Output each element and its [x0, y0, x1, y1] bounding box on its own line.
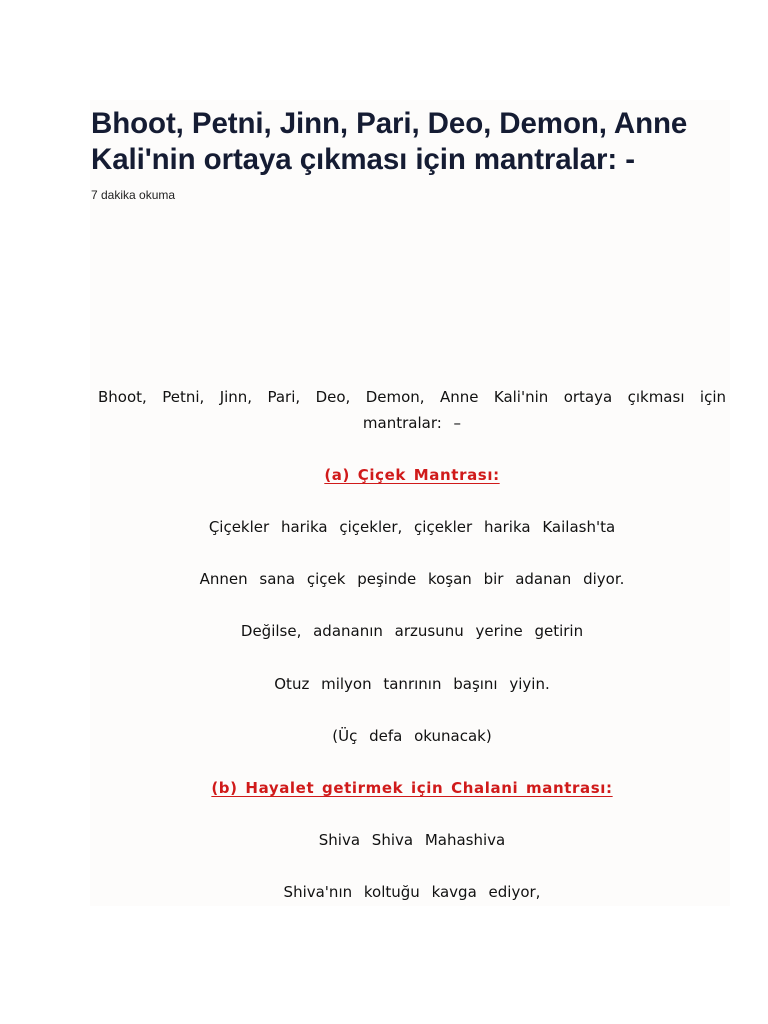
section-a-line: (Üç defa okunacak)	[332, 727, 492, 745]
section-a-line: Çiçekler harika çiçekler, çiçekler harika Kailash'ta	[208, 518, 616, 536]
section-b-line: Shiva Shiva Mahashiva	[318, 831, 506, 849]
section-a-line: Annen sana çiçek peşinde koşan bir adanan diyor.	[199, 570, 625, 588]
article-title: Bhoot, Petni, Jinn, Pari, Deo, Demon, Anne Kali'nin ortaya çıkması için mantralar: -	[91, 107, 688, 176]
section-a-heading: (a) Çiçek Mantrası:	[324, 466, 500, 484]
section-a-line: Değilse, adananın arzusunu yerine getirin	[240, 622, 584, 640]
read-time: 7 dakika okuma	[91, 188, 176, 202]
intro-paragraph: Bhoot, Petni, Jinn, Pari, Deo, Demon, Anne Kali'nin ortaya çıkması için mantralar: –	[98, 388, 726, 432]
section-b-heading: (b) Hayalet getirmek için Chalani mantrası:	[211, 779, 613, 797]
section-b-line: Shiva'nın koltuğu kavga ediyor,	[283, 883, 541, 901]
section-a-line: Otuz milyon tanrının başını yiyin.	[274, 675, 550, 693]
